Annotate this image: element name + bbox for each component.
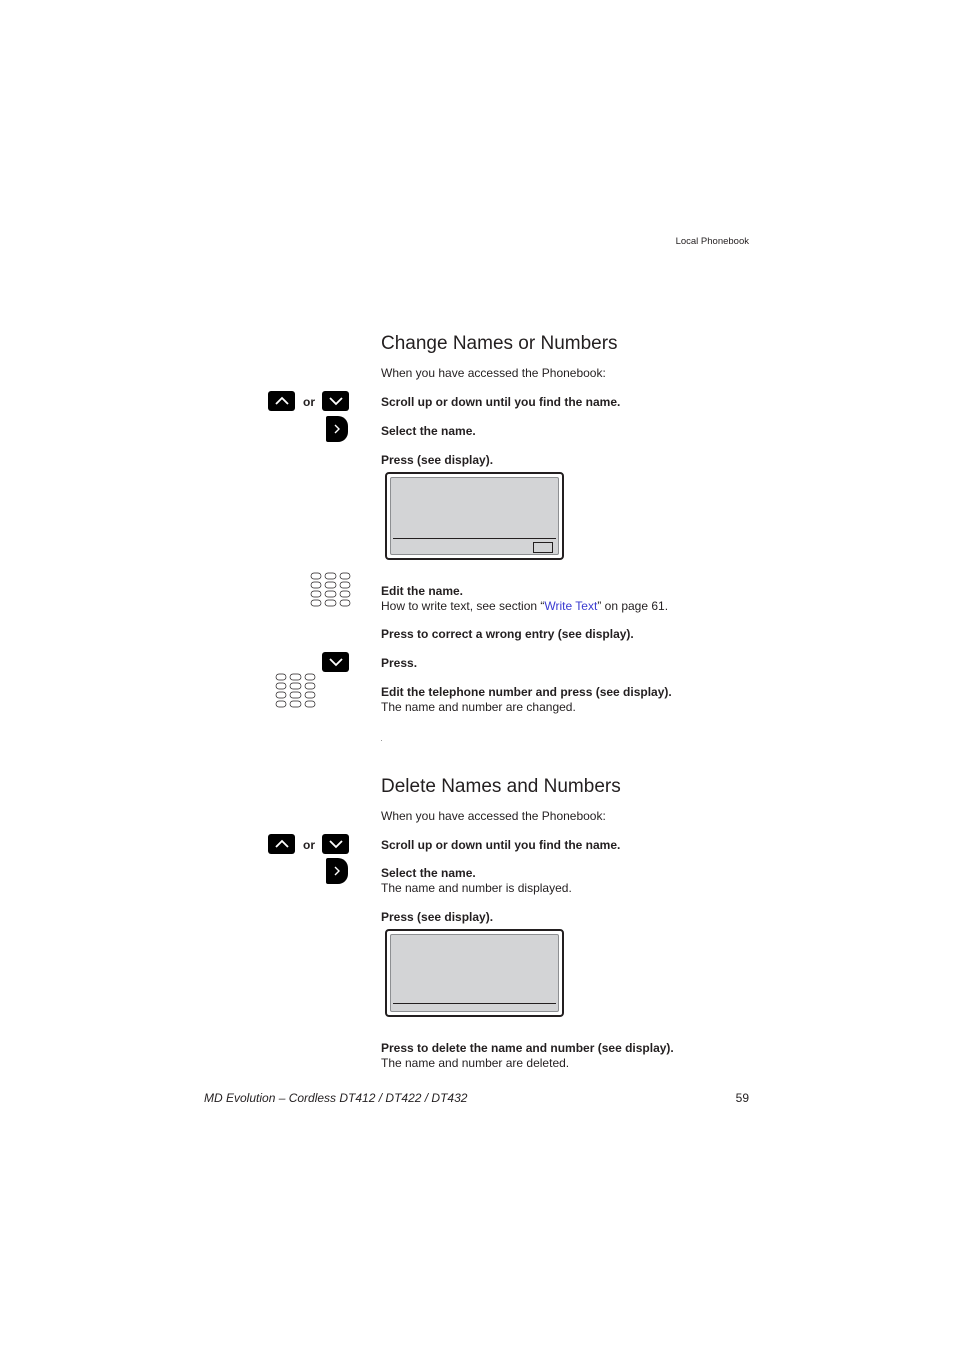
footer-product: MD Evolution – Cordless DT412 / DT422 / DT432 xyxy=(204,1091,468,1105)
section-title-delete: Delete Names and Numbers xyxy=(381,776,621,797)
step-press-display: Press (see display). xyxy=(381,453,494,467)
step-scroll: Scroll up or down until you find the name. xyxy=(381,395,621,409)
display-softkey xyxy=(533,542,553,553)
step-correct-entry: Press to correct a wrong entry (see display). xyxy=(381,627,634,641)
arrow-up-key-icon xyxy=(268,391,295,411)
select-right-key-icon xyxy=(326,858,348,884)
divider-dot xyxy=(381,740,382,741)
handset-display xyxy=(385,472,564,560)
select-right-key-icon xyxy=(326,416,348,442)
arrow-down-key-icon xyxy=(322,834,349,854)
step-edit-number: Edit the telephone number and press (see display). The name and number are changed. xyxy=(381,685,672,714)
step-press: Press. xyxy=(381,656,418,670)
step-scroll: Scroll up or down until you find the name. xyxy=(381,838,621,852)
keypad-icon xyxy=(310,572,352,613)
step-delete: Press to delete the name and number (see display). The name and number are deleted. xyxy=(381,1041,674,1070)
step-select: Select the name. xyxy=(381,424,476,438)
write-text-link[interactable]: Write Text xyxy=(544,598,598,613)
step-press-display: Press (see display). xyxy=(381,910,494,924)
or-label: or xyxy=(303,395,315,409)
keypad-icon xyxy=(275,673,317,714)
arrow-down-key-icon xyxy=(322,652,349,672)
arrow-up-key-icon xyxy=(268,834,295,854)
running-header: Local Phonebook xyxy=(675,236,749,247)
step-edit-name: Edit the name. How to write text, see section “Write Text” on page 61. xyxy=(381,584,669,613)
display-screen xyxy=(390,934,559,1012)
or-label: or xyxy=(303,838,315,852)
arrow-down-key-icon xyxy=(322,391,349,411)
display-divider xyxy=(393,538,556,539)
section-intro: When you have accessed the Phonebook: xyxy=(381,366,606,380)
page-number: 59 xyxy=(735,1091,749,1105)
step-select: Select the name. The name and number is displayed. xyxy=(381,866,572,895)
display-divider xyxy=(393,1003,556,1004)
section-intro: When you have accessed the Phonebook: xyxy=(381,809,606,823)
handset-display xyxy=(385,929,564,1017)
section-title-change: Change Names or Numbers xyxy=(381,333,618,354)
